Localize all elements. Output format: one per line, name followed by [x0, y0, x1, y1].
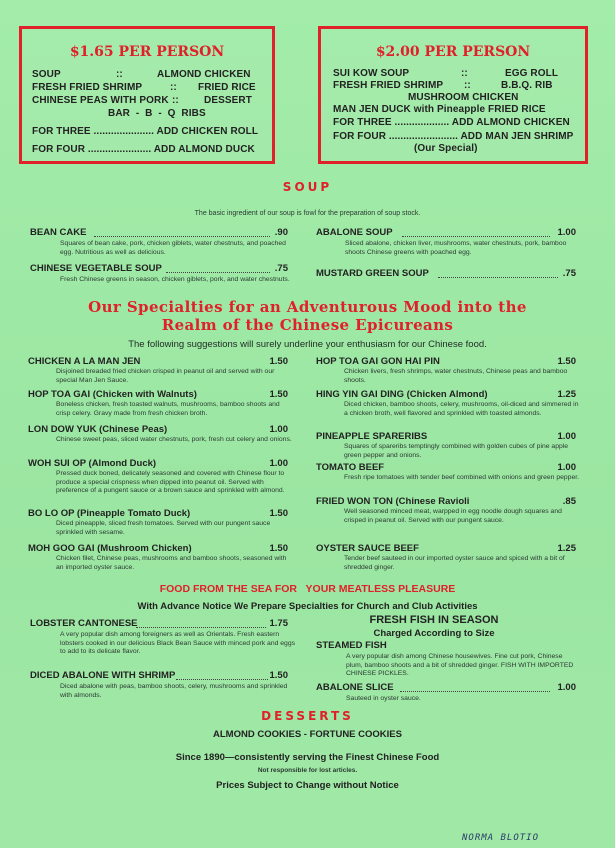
dish-price: .75 — [274, 263, 288, 274]
dish-price: .75 — [562, 268, 576, 279]
dish-name: MUSTARD GREEN SOUP — [316, 268, 429, 279]
dish-price: 1.75 — [269, 618, 288, 629]
dish-desc: Tender beef sauteed in our imported oyster sauce and spiced with a bit of shredded ginger. — [344, 555, 565, 571]
specialties-intro: The following suggestions will surely underline your enthusiasm for our Chinese food. — [128, 339, 487, 350]
specialties-title-1: Our Specialties for an Adventurous Mood into the — [88, 298, 527, 316]
dish-name: ABALONE SOUP — [316, 227, 393, 238]
desserts-heading: DESSERTS — [261, 709, 354, 723]
dish-desc: Chicken livers, fresh shrimps, water chestnuts, Chinese peas and bamboo shoots. — [344, 368, 568, 384]
dish-desc: Squares of spareribs temptingly combined with golden cubes of pine apple green pepper and onions. — [344, 443, 569, 459]
price-box-165: $1.65 PER PERSON SOUP :: ALMOND CHICKEN FRESH FRIED SHRIMP :: FRIED RICE CHINESE PEAS WITH PORK :: DESSERT BAR - B - Q RIBS FOR THREE ..................... ADD CHICKEN ROLL FOR FOUR ...................... ADD ALMOND DUCK — [19, 26, 275, 164]
dish-price: 1.00 — [269, 424, 288, 435]
sea-notice: With Advance Notice We Prepare Specialties for Church and Club Activities — [137, 601, 478, 612]
dish-name: TOMATO BEEF — [316, 462, 385, 473]
box-line: BAR - B - Q RIBS — [108, 108, 206, 119]
box-line: FOR FOUR ........................ ADD MAN JEN SHRIMP — [333, 131, 574, 142]
dish-desc: Chicken filet, Chinese peas, mushrooms and bamboo shoots, seasoned with an imported oyster sauce. — [56, 555, 287, 571]
dish-price: 1.50 — [269, 356, 288, 367]
dish-desc: A very popular dish among Chinese housewives. Fine cut pork, Chinese plum, bamboo shoots and a bit of shredded ginger. FISH WITH IMPORTED CHINESE PICKLES. — [346, 653, 574, 677]
box-line: MAN JEN DUCK with Pineapple FRIED RICE — [333, 104, 546, 115]
dish-name: ABALONE SLICE — [316, 682, 394, 693]
dish-price: 1.50 — [269, 670, 288, 681]
desserts-line: ALMOND COOKIES - FORTUNE COOKIES — [213, 729, 402, 740]
fresh-fish-title: FRESH FISH IN SEASON — [369, 614, 499, 626]
dish-desc: Fresh Chinese greens in season, chicken giblets, pork, and water chestnuts. — [60, 276, 290, 283]
since-line: Since 1890—consistently serving the Finest Chinese Food — [175, 752, 440, 763]
dish-desc: Chinese sweet peas, sliced water chestnuts, pork, fresh cut celery and onions. — [56, 436, 292, 443]
specialties-title-2: Realm of the Chinese Epicureans — [161, 316, 454, 334]
dish-name: STEAMED FISH — [316, 640, 387, 651]
dish-price: 1.00 — [557, 227, 576, 238]
fresh-fish-sub: Charged According to Size — [373, 628, 495, 639]
price-box-200: $2.00 PER PERSON SUI KOW SOUP :: EGG ROLL FRESH FRIED SHRIMP :: B.B.Q. RIB MUSHROOM CHICKEN MAN JEN DUCK with Pineapple FRIED RICE FOR THREE ................... ADD ALMOND CHICKEN FOR FOUR ........................ ADD MAN JEN SHRIMP (Our Special) — [318, 26, 588, 164]
dish-name: CHINESE VEGETABLE SOUP — [30, 263, 162, 274]
dish-desc: Squares of bean cake, pork, chicken giblets, water chestnuts, and poached egg. Nutritious as well as delicious. — [60, 240, 286, 256]
box-line: FOR THREE ..................... ADD CHICKEN ROLL — [32, 126, 259, 137]
dish-name: DICED ABALONE WITH SHRIMP — [30, 670, 176, 681]
dish-desc: Sauteed in oyster sauce. — [346, 695, 421, 702]
dish-name: HING YIN GAI DING (Chicken Almond) — [316, 389, 488, 400]
dish-name: MOH GOO GAI (Mushroom Chicken) — [28, 543, 192, 554]
dish-desc: Fresh ripe tomatoes with tender beef combined with onions and green pepper. — [344, 474, 580, 481]
dish-name: WOH SUI OP (Almond Duck) — [28, 458, 157, 469]
dish-price: 1.00 — [557, 462, 576, 473]
box-title: $2.00 PER PERSON — [375, 44, 531, 60]
dish-price: 1.50 — [269, 389, 288, 400]
dish-desc: Disjoined breaded fried chicken crisped in peanut oil and served with our special Man Jen Sauce. — [56, 368, 275, 384]
dish-name: PINEAPPLE SPARERIBS — [316, 431, 428, 442]
dish-desc: Boneless chicken, fresh toasted walnuts, mushrooms, bamboo shoots and crisp celery. Gravy made from fresh chicken broth. — [56, 401, 280, 417]
dish-price: 1.00 — [557, 431, 576, 442]
dish-desc: Well seasoned minced meat, warpped in egg noodle dough squares and crisped in peanut oil. Served with our pungent sauce. — [344, 508, 562, 524]
soup-intro: The basic ingredient of our soup is fowl for the preparation of soup stock. — [194, 210, 421, 217]
box-line: MUSHROOM CHICKEN — [408, 92, 519, 103]
dish-name: BEAN CAKE — [30, 227, 87, 238]
dish-name: LON DOW YUK (Chinese Peas) — [28, 424, 168, 435]
dish-price: .90 — [274, 227, 288, 238]
box-title: $1.65 PER PERSON — [69, 44, 225, 60]
dish-price: 1.25 — [557, 543, 576, 554]
prices-note: Prices Subject to Change without Notice — [216, 780, 399, 791]
soup-heading: SOUP — [282, 180, 333, 194]
dish-name: LOBSTER CANTONESE — [30, 618, 138, 629]
dish-price: .85 — [562, 496, 576, 507]
dish-desc: Diced pineapple, sliced fresh tomatoes. Served with our pungent sauce sprinkled with sesame. — [56, 520, 271, 536]
box-line: FOR THREE ................... ADD ALMOND CHICKEN — [333, 117, 570, 128]
dish-price: 1.00 — [269, 458, 288, 469]
dish-price: 1.00 — [557, 682, 576, 693]
box-line: SOUP — [32, 69, 61, 80]
handwritten-signature: NORMA BLOTIO — [462, 833, 540, 843]
dish-desc: Diced abalone with peas, bamboo shoots, celery, mushrooms and sprinkled with almonds. — [60, 683, 288, 699]
dish-desc: A very popular dish among foreigners as well as Orientals. Fresh eastern lobsters cooked in our delicious Black Bean Sauce with minced pork and eggs to add to its delicate flavor. — [60, 631, 296, 655]
dish-price: 1.50 — [557, 356, 576, 367]
dish-name: HOP TOA GAI (Chicken with Walnuts) — [28, 389, 197, 400]
lost-articles-note: Not responsible for lost articles. — [257, 767, 358, 774]
dish-name: BO LO OP (Pineapple Tomato Duck) — [28, 508, 191, 519]
dish-name: CHICKEN A LA MAN JEN — [28, 356, 141, 367]
sea-heading: FOOD FROM THE SEA FOR YOUR MEATLESS PLEASURE — [159, 583, 456, 595]
box-line: FOR FOUR ...................... ADD ALMOND DUCK — [32, 144, 255, 155]
dish-desc: Pressed duck boned, delicately seasoned and covered with Chinese flour to produce a special crispness when dipped into peanut oil. Served with preference of a pungent sauce or a brown sauce and sprinkled with almond. — [56, 470, 285, 494]
dish-price: 1.25 — [557, 389, 576, 400]
dish-desc: Sliced abalone, chicken liver, mushrooms, water chestnuts, pork, bamboo shoots Chinese greens with poached egg. — [345, 240, 567, 256]
dish-desc: Diced chicken, bamboo shoots, celery, mushrooms, oil-diced and simmered in a chicken broth, well flavored and sprinkled with toasted almonds. — [344, 401, 579, 417]
dish-name: OYSTER SAUCE BEEF — [316, 543, 419, 554]
dish-name: HOP TOA GAI GON HAI PIN — [316, 356, 440, 367]
dish-name: FRIED WON TON (Chinese Ravioli — [316, 496, 470, 507]
dish-price: 1.50 — [269, 508, 288, 519]
dish-price: 1.50 — [269, 543, 288, 554]
box-line: (Our Special) — [414, 143, 478, 154]
